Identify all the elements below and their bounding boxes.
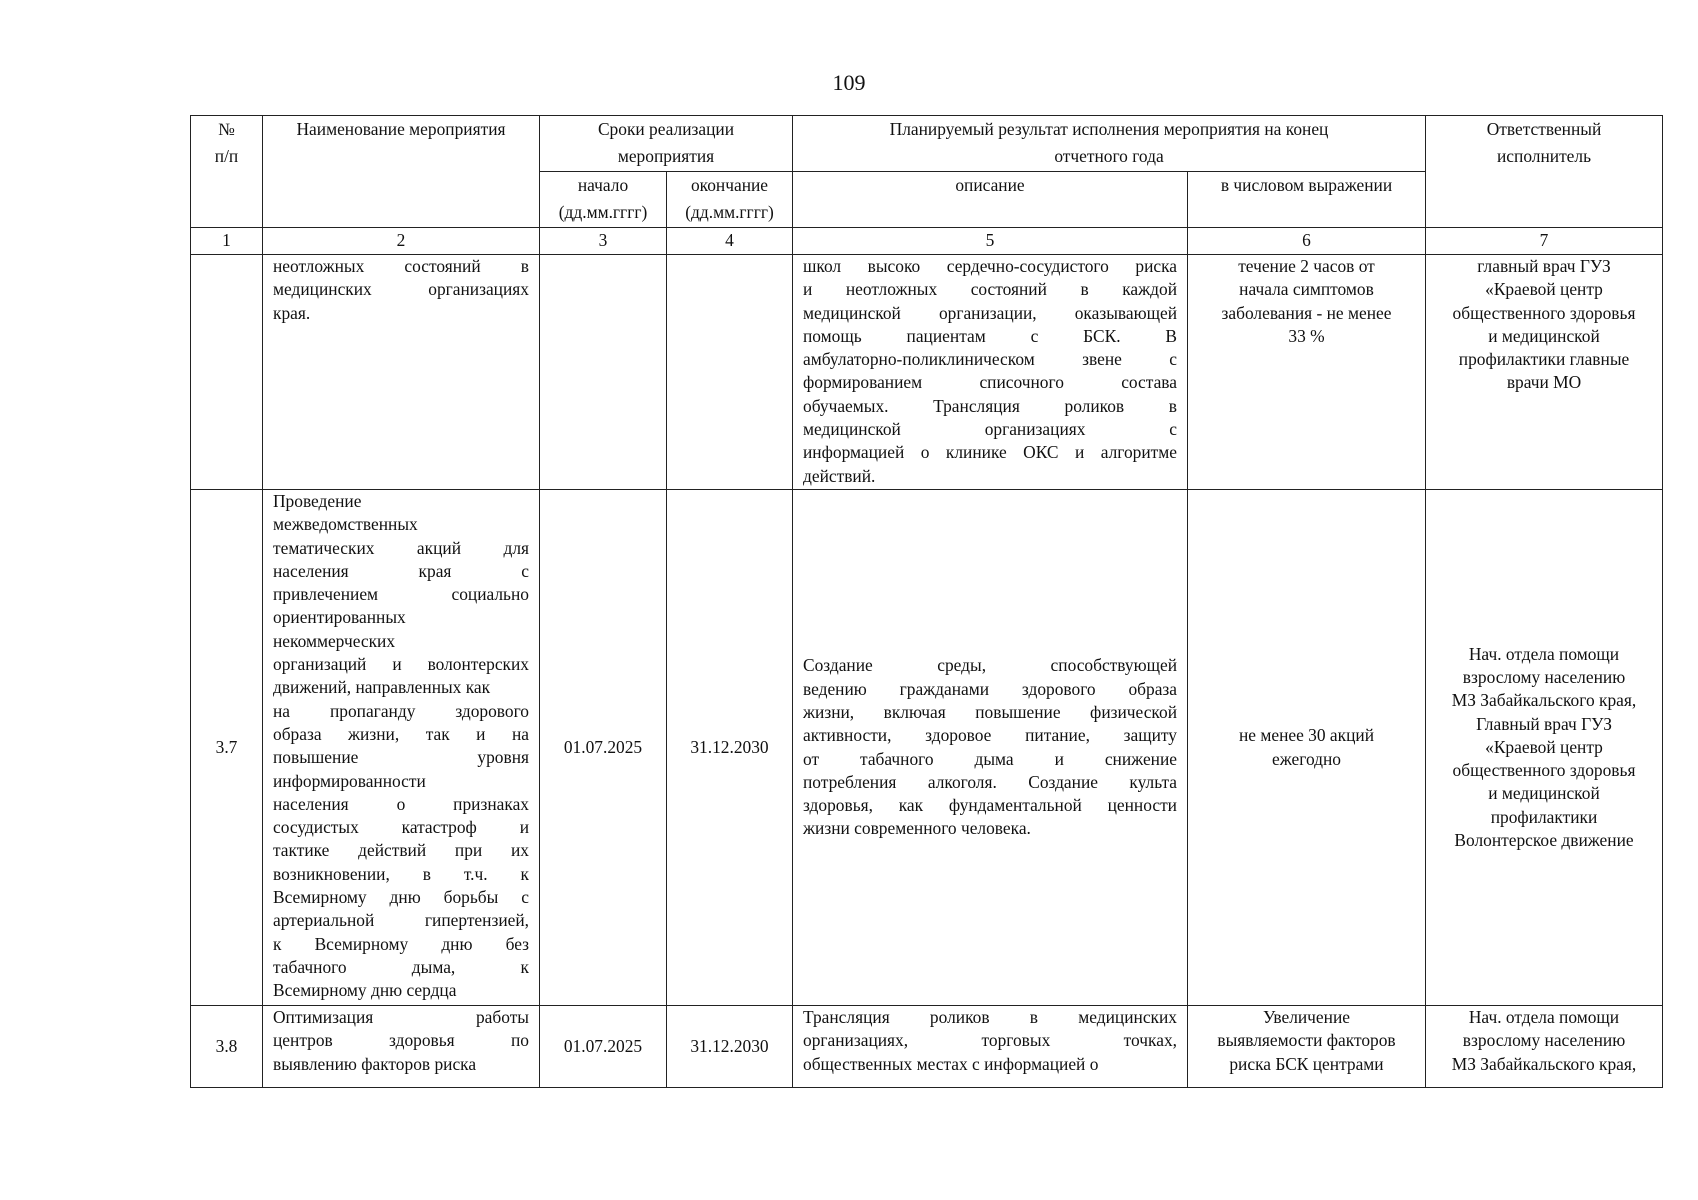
cell-line: Трансляция роликов в медицинских [803, 1007, 1177, 1027]
header-start-line-2: (дд.мм.гггг) [558, 202, 648, 222]
row-numeric [1188, 1006, 1426, 1088]
row-num [191, 255, 263, 490]
cell-line: действий. [803, 465, 876, 486]
cell-line: врачи МО [1506, 372, 1582, 393]
header-end-line-1: окончание [690, 175, 769, 195]
cell-line: ориентированных [273, 607, 406, 628]
cell-line: артериальной гипертензией, [273, 910, 529, 931]
cell-line: образа жизни, так и на [273, 723, 529, 744]
row-description [793, 1006, 1188, 1088]
cell-line: ведению гражданами здорового образа [803, 678, 1177, 699]
cell-line: Всемирному дню сердца [273, 980, 457, 1001]
cell-line: МЗ Забайкальского края, [1451, 690, 1637, 711]
cell-line: медицинской организации, оказывающей [803, 302, 1177, 323]
column-number-6: 6 [1188, 228, 1426, 255]
header-responsible-line-2: исполнитель [1496, 146, 1592, 166]
cell-line: «Краевой центр [1485, 736, 1603, 757]
cell-line: населения о признаках [273, 793, 529, 814]
cell-line: заболевания - не менее [1221, 302, 1392, 323]
row-description [793, 490, 1188, 1006]
header-responsible [1426, 116, 1663, 228]
cell-line: межведомственных [273, 514, 418, 535]
row-start: 01.07.2025 [540, 1006, 667, 1088]
row-responsible [1426, 255, 1663, 490]
row-start [540, 255, 667, 490]
column-number-3: 3 [540, 228, 667, 255]
row-end: 31.12.2030 [667, 490, 793, 1006]
row-end: 31.12.2030 [667, 1006, 793, 1088]
cell-line: на пропаганду здорового [273, 700, 529, 721]
cell-line: течение 2 часов от [1238, 256, 1375, 276]
cell-line: активности, здоровое питание, защиту [803, 725, 1177, 746]
row-name [263, 1006, 540, 1088]
measures-table [190, 115, 1663, 1088]
cell-line: Волонтерское движение [1454, 830, 1634, 851]
cell-line: формированием списочного состава [803, 372, 1177, 393]
table-row [191, 490, 1663, 1006]
column-number-5: 5 [793, 228, 1188, 255]
cell-line: населения края с [273, 560, 529, 581]
cell-line: и медицинской [1488, 783, 1600, 804]
cell-line: и медицинской [1488, 325, 1600, 346]
cell-line: организациях, торговых точках, [803, 1030, 1177, 1051]
cell-line: «Краевой центр [1485, 279, 1603, 300]
row-num: 3.7 [191, 490, 263, 1006]
column-number-1: 1 [191, 228, 263, 255]
header-result-line-1: Планируемый результат исполнения мероприятия на конец [889, 119, 1329, 139]
cell-line: возникновении, в т.ч. к [273, 863, 529, 884]
cell-line: Увеличение [1263, 1007, 1350, 1027]
cell-line: обучаемых. Трансляция роликов в [803, 395, 1177, 416]
header-numeric: в числовом выражении [1188, 172, 1426, 228]
cell-line: края. [273, 302, 311, 323]
cell-line: табачного дыма, к [273, 956, 529, 977]
cell-line: выявлению факторов риска [273, 1053, 477, 1074]
cell-line: профилактики главные [1458, 349, 1630, 370]
cell-line: организаций и волонтерских [273, 654, 529, 675]
cell-line: Нач. отдела помощи [1468, 643, 1620, 664]
cell-line: помощь пациентам с БСК. В [803, 325, 1177, 346]
header-result-line-2: отчетного года [1054, 146, 1164, 166]
row-name [263, 255, 540, 490]
cell-line: взрослому населению [1462, 666, 1626, 687]
column-number-7: 7 [1426, 228, 1663, 255]
cell-line: информированности [273, 770, 426, 791]
page-number: 109 [832, 70, 866, 95]
row-responsible [1426, 490, 1663, 1006]
row-numeric [1188, 255, 1426, 490]
cell-line: выявляемости факторов [1217, 1030, 1396, 1051]
header-description: описание [793, 172, 1188, 228]
cell-line: потребления алкоголя. Создание культа [803, 771, 1177, 792]
cell-line: Создание среды, способствующей [803, 655, 1177, 676]
cell-line: информацией о клинике ОКС и алгоритме [803, 442, 1177, 463]
cell-line: тематических акций для [273, 537, 529, 558]
cell-line: не менее 30 акций [1238, 725, 1374, 746]
cell-line: жизни, включая повышение физической [803, 701, 1177, 722]
cell-line: общественных местах с информацией о [803, 1053, 1099, 1074]
cell-line: 33 % [1288, 325, 1325, 346]
cell-line: сосудистых катастроф и [273, 817, 529, 838]
cell-line: медицинской организациях с [803, 419, 1177, 440]
header-result-group [793, 116, 1426, 172]
header-responsible-line-1: Ответственный [1486, 119, 1602, 139]
cell-line: начала симптомов [1239, 279, 1374, 300]
cell-line: Всемирному дню борьбы с [273, 887, 529, 908]
header-num [191, 116, 263, 228]
cell-line: Проведение [273, 491, 362, 511]
cell-line: ежегодно [1272, 748, 1341, 769]
header-start-line-1: начало [577, 175, 629, 195]
cell-line: риска БСК центрами [1229, 1053, 1384, 1074]
cell-line: к Всемирному дню без [273, 933, 529, 954]
table-row [191, 255, 1663, 490]
header-dates-group [540, 116, 793, 172]
cell-line: взрослому населению [1462, 1030, 1626, 1051]
row-description [793, 255, 1188, 490]
cell-line: движений, направленных как [273, 677, 491, 698]
cell-line: общественного здоровья [1452, 302, 1636, 323]
row-num: 3.8 [191, 1006, 263, 1088]
row-start: 01.07.2025 [540, 490, 667, 1006]
cell-line: общественного здоровья [1452, 760, 1636, 781]
header-start [540, 172, 667, 228]
row-responsible [1426, 1006, 1663, 1088]
header-num-line-1: № [218, 119, 235, 139]
cell-line: школ высоко сердечно-сосудистого риска [803, 256, 1177, 276]
cell-line: амбулаторно-поликлиническом звене с [803, 349, 1177, 370]
cell-line: профилактики [1490, 806, 1598, 827]
header-end [667, 172, 793, 228]
header-end-line-2: (дд.мм.гггг) [685, 202, 774, 222]
row-end [667, 255, 793, 490]
column-number-2: 2 [263, 228, 540, 255]
cell-line: жизни современного человека. [803, 818, 1031, 839]
cell-line: МЗ Забайкальского края, [1451, 1053, 1637, 1074]
cell-line: главный врач ГУЗ [1477, 256, 1611, 276]
cell-line: некоммерческих [273, 630, 396, 651]
table-row [191, 1006, 1663, 1088]
cell-line: медицинских организациях [273, 279, 529, 300]
cell-line: привлечением социально [273, 584, 529, 605]
row-numeric [1188, 490, 1426, 1006]
cell-line: неотложных состояний в [273, 256, 529, 276]
cell-line: тактике действий при их [273, 840, 529, 861]
cell-line: здоровья, как фундаментальной ценности [803, 795, 1177, 816]
header-name: Наименование мероприятия [263, 116, 540, 228]
cell-line: центров здоровья по [273, 1030, 529, 1051]
header-dates-line-1: Сроки реализации [597, 119, 735, 139]
cell-line: повышение уровня [273, 747, 529, 768]
cell-line: и неотложных состояний в каждой [803, 279, 1177, 300]
header-num-line-2: п/п [214, 146, 239, 166]
header-dates-line-2: мероприятия [617, 146, 715, 166]
cell-line: Оптимизация работы [273, 1007, 529, 1027]
cell-line: от табачного дыма и снижение [803, 748, 1177, 769]
cell-line: Нач. отдела помощи [1468, 1007, 1620, 1027]
row-name [263, 490, 540, 1006]
column-number-4: 4 [667, 228, 793, 255]
cell-line: Главный врач ГУЗ [1476, 713, 1612, 734]
